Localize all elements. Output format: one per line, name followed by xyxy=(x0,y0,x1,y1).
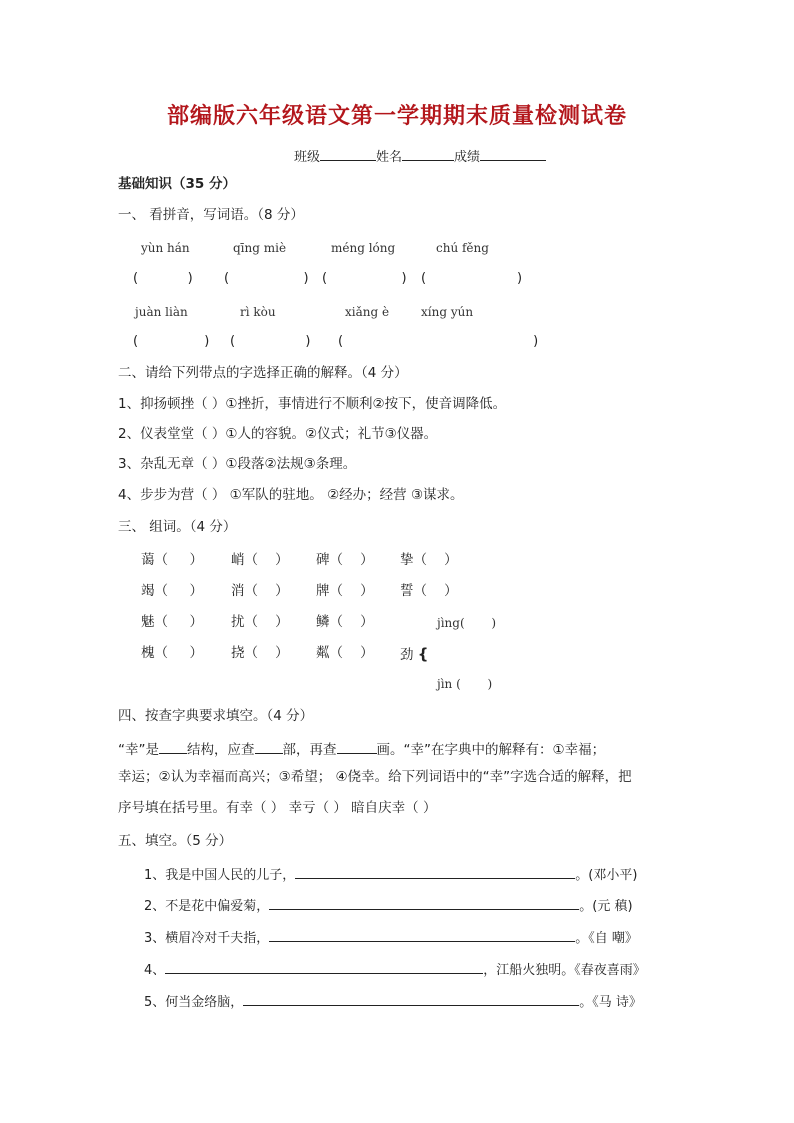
q3-cell: 挚（ ） xyxy=(400,552,458,568)
page-title: 部编版六年级语文第一学期期末质量检测试卷 xyxy=(166,103,627,129)
q1-heading: 一、 看拼音，写词语。（8 分） xyxy=(118,207,304,223)
q5-blank-4[interactable] xyxy=(165,961,483,974)
q4-blank-radical[interactable] xyxy=(255,741,283,754)
q1-answer-box-4[interactable]: ( ) xyxy=(421,271,523,286)
q5-blank-3[interactable] xyxy=(269,929,575,942)
student-info-line xyxy=(294,148,546,164)
q1-pinyin-1: yùn hán xyxy=(141,241,190,255)
q4-line-2: 幸运；②认为幸福而高兴；③希望； ④侥幸。给下列词语中的“幸”字选合适的解释，把 xyxy=(118,769,632,785)
q1-answer-box-1[interactable]: ( ) xyxy=(133,271,193,286)
q1-answer-box-7[interactable]: ( ) xyxy=(338,334,539,349)
q3-heading: 三、 组词。（4 分） xyxy=(118,519,237,535)
q3-cell: 誓（ ） xyxy=(400,583,458,599)
q3-extra-cell: jìn ( ) xyxy=(437,677,493,691)
q1-answer-box-6[interactable]: ( ) xyxy=(230,334,311,349)
q1-pinyin-6: rì kòu xyxy=(240,305,276,319)
q5-blank-5[interactable] xyxy=(243,993,579,1006)
q1-pinyin-5: juàn liàn xyxy=(135,305,188,319)
class-label: 班级 xyxy=(294,150,321,165)
q5-item-2: 2、不是花中偏爱菊， 。(元 稹) xyxy=(144,899,633,914)
q1-pinyin-7: xiǎng è xyxy=(345,305,390,319)
q2-item-2: 2、仪表堂堂（ ）①人的容貌。②仪式；礼节③仪器。 xyxy=(118,426,438,442)
q2-item-4: 4、步步为营（ ） ①军队的驻地。 ②经办；经营 ③谋求。 xyxy=(118,487,464,503)
score-label: 成绩 xyxy=(454,150,481,165)
q3-cell: 竭（ ） xyxy=(141,583,203,599)
q3-cell: jìng( ) xyxy=(437,616,497,630)
q3-cell: 牌（ ） xyxy=(316,583,374,599)
q1-answer-box-3[interactable]: ( ) xyxy=(322,271,407,286)
q3-cell: 峭（ ） xyxy=(231,552,289,568)
q2-heading: 二、请给下列带点的字选择正确的解释。（4 分） xyxy=(118,365,408,381)
q1-pinyin-8: xíng yún xyxy=(421,305,474,319)
q5-item-5: 5、何当金络脑， 。《马 诗》 xyxy=(144,995,642,1010)
q5-item-4: 4、 ，江船火独明。《春夜喜雨》 xyxy=(144,963,646,978)
q1-pinyin-3: méng lóng xyxy=(331,241,396,255)
q1-pinyin-4: chú fěng xyxy=(436,241,489,255)
q3-cell: 蔼（ ） xyxy=(141,552,203,568)
score-blank[interactable] xyxy=(480,148,546,161)
q1-answer-box-5[interactable]: ( ) xyxy=(133,334,210,349)
q3-cell: 挠（ ） xyxy=(231,645,289,661)
q3-cell: 槐（ ） xyxy=(141,645,203,661)
q3-cell: 鳞（ ） xyxy=(316,614,374,630)
q5-item-1: 1、我是中国人民的儿子， 。(邓小平) xyxy=(144,868,638,883)
q4-heading: 四、按查字典要求填空。（4 分） xyxy=(118,708,314,724)
q5-heading: 五、填空。（5 分） xyxy=(118,833,233,849)
q3-cell: 碑（ ） xyxy=(316,552,374,568)
class-blank[interactable] xyxy=(320,148,376,161)
q3-cell: 劲 { xyxy=(400,645,429,663)
q3-cell: 消（ ） xyxy=(231,583,289,599)
q4-blank-structure[interactable] xyxy=(159,741,187,754)
q3-cell: 粼（ ） xyxy=(316,645,374,661)
q3-cell: 魅（ ） xyxy=(141,614,203,630)
name-label: 姓名 xyxy=(376,150,403,165)
name-blank[interactable] xyxy=(402,148,454,161)
q1-answer-box-2[interactable]: ( ) xyxy=(224,271,309,286)
q2-item-1: 1、抑扬顿挫（ ）①挫折，事情进行不顺利②按下，使音调降低。 xyxy=(118,396,507,412)
q5-blank-1[interactable] xyxy=(295,866,575,879)
q5-item-3: 3、横眉冷对千夫指， 。《自 嘲》 xyxy=(144,931,638,946)
q5-blank-2[interactable] xyxy=(269,897,579,910)
section-basic-heading: 基础知识（35 分） xyxy=(118,176,236,192)
q4-line-1: “幸”是 结构，应查 部，再查 画。“幸”在字典中的解释有：①幸福； xyxy=(118,742,606,758)
q3-cell: 扰（ ） xyxy=(231,614,289,630)
q1-pinyin-2: qīng miè xyxy=(233,241,287,255)
q2-item-3: 3、杂乱无章（ ）①段落②法规③条理。 xyxy=(118,456,357,472)
q4-line-3: 序号填在括号里。有幸（ ） 幸亏（ ） 暗自庆幸（ ） xyxy=(118,800,437,816)
q4-blank-strokes[interactable] xyxy=(337,741,377,754)
